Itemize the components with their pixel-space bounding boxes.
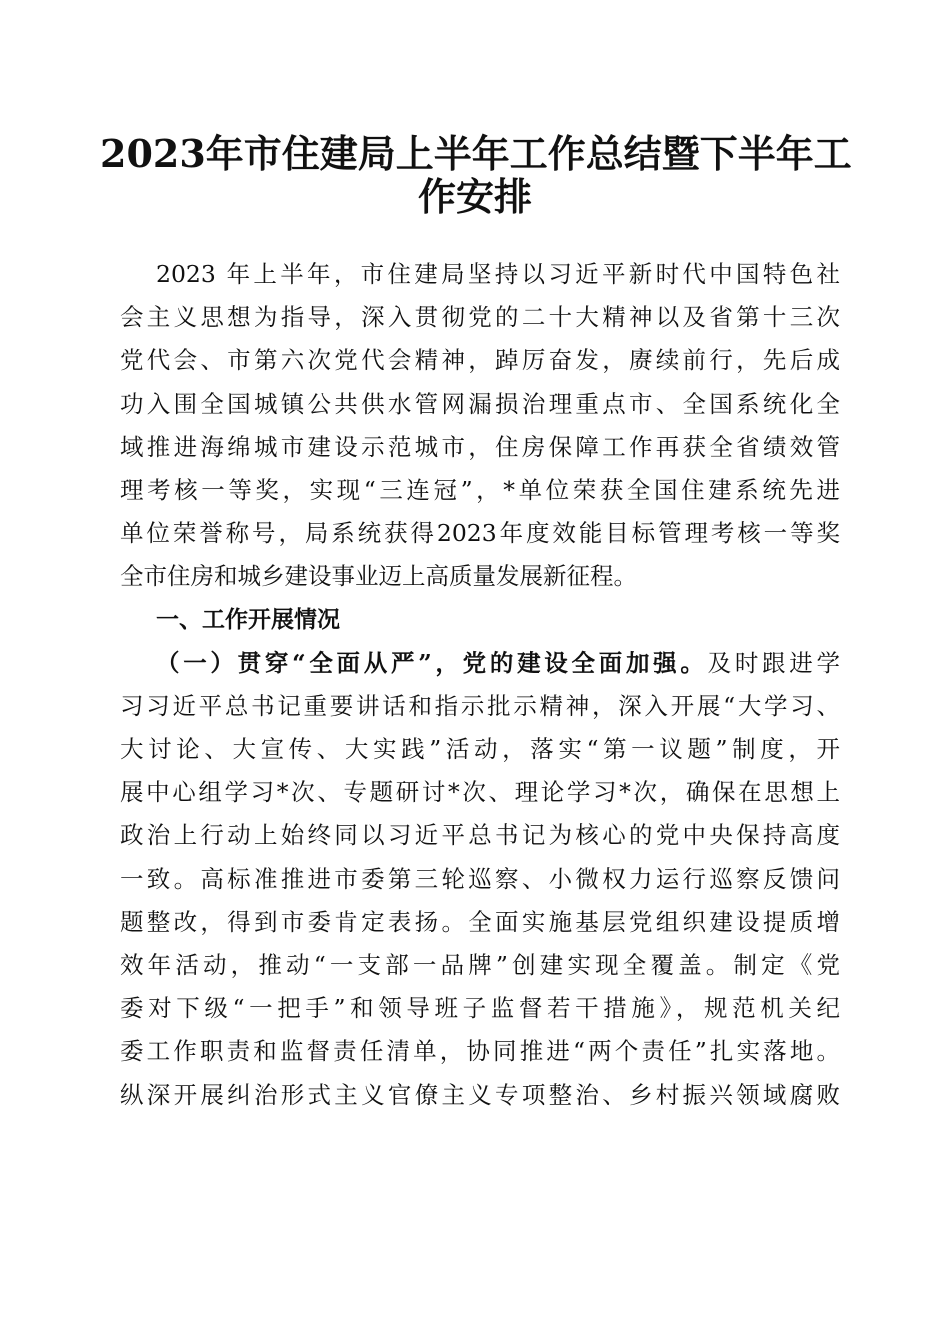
- subsection-line: 习习近平总书记重要讲话和指示批示精神，深入开展“大学习、: [120, 691, 840, 720]
- subsection-line: 一致。高标准推进市委第三轮巡察、小微权力运行巡察反馈问: [120, 864, 840, 893]
- subsection-line: 大讨论、大宣传、大实践”活动，落实“第一议题”制度，开: [120, 735, 840, 764]
- intro-line: 功入围全国城镇公共供水管网漏损治理重点市、全国系统化全: [120, 389, 840, 418]
- subsection-heading: （一）贯穿“全面从严”，党的建设全面加强。: [156, 648, 708, 677]
- subsection-line: 纵深开展纠治形式主义官僚主义专项整治、乡村振兴领域腐败: [120, 1080, 840, 1109]
- intro-line: 2023 年上半年，市住建局坚持以习近平新时代中国特色社: [156, 260, 840, 288]
- subsection-line: 展中心组学习*次、专题研讨*次、理论学习*次，确保在思想上: [120, 778, 840, 807]
- subsection-line: 政治上行动上始终同以习近平总书记为核心的党中央保持高度: [120, 821, 840, 850]
- subsection-line: 委对下级“一把手”和领导班子监督若干措施》，规范机关纪: [120, 994, 840, 1023]
- section-heading: 一、工作开展情况: [156, 606, 340, 633]
- intro-line: 单位荣誉称号，局系统获得2023年度效能目标管理考核一等奖: [120, 519, 840, 548]
- subsection-line: 委工作职责和监督责任清单，协同推进“两个责任”扎实落地。: [120, 1037, 840, 1066]
- subsection-line: 效年活动，推动“一支部一品牌”创建实现全覆盖。制定《党: [120, 951, 840, 979]
- intro-line: 会主义思想为指导，深入贯彻党的二十大精神以及省第十三次: [120, 303, 840, 332]
- intro-line: 党代会、市第六次党代会精神，踔厉奋发，赓续前行，先后成: [120, 346, 840, 375]
- intro-line: 全市住房和城乡建设事业迈上高质量发展新征程。: [120, 562, 637, 591]
- subsection-line: 题整改，得到市委肯定表扬。全面实施基层党组织建设提质增: [120, 907, 840, 936]
- intro-line: 域推进海绵城市建设示范城市，住房保障工作再获全省绩效管: [120, 432, 840, 461]
- intro-line: 理考核一等奖，实现“三连冠”，*单位荣获全国住建系统先进: [120, 475, 840, 504]
- title-line-2: 作安排: [417, 174, 532, 220]
- document-body: [120, 253, 840, 1117]
- subsection-first-line: [120, 642, 840, 685]
- document-title: [100, 132, 850, 218]
- title-line-1: 2023年市住建局上半年工作总结暨下半年工: [100, 131, 852, 176]
- subsection-first-line-rest: 及时跟进学: [707, 648, 840, 677]
